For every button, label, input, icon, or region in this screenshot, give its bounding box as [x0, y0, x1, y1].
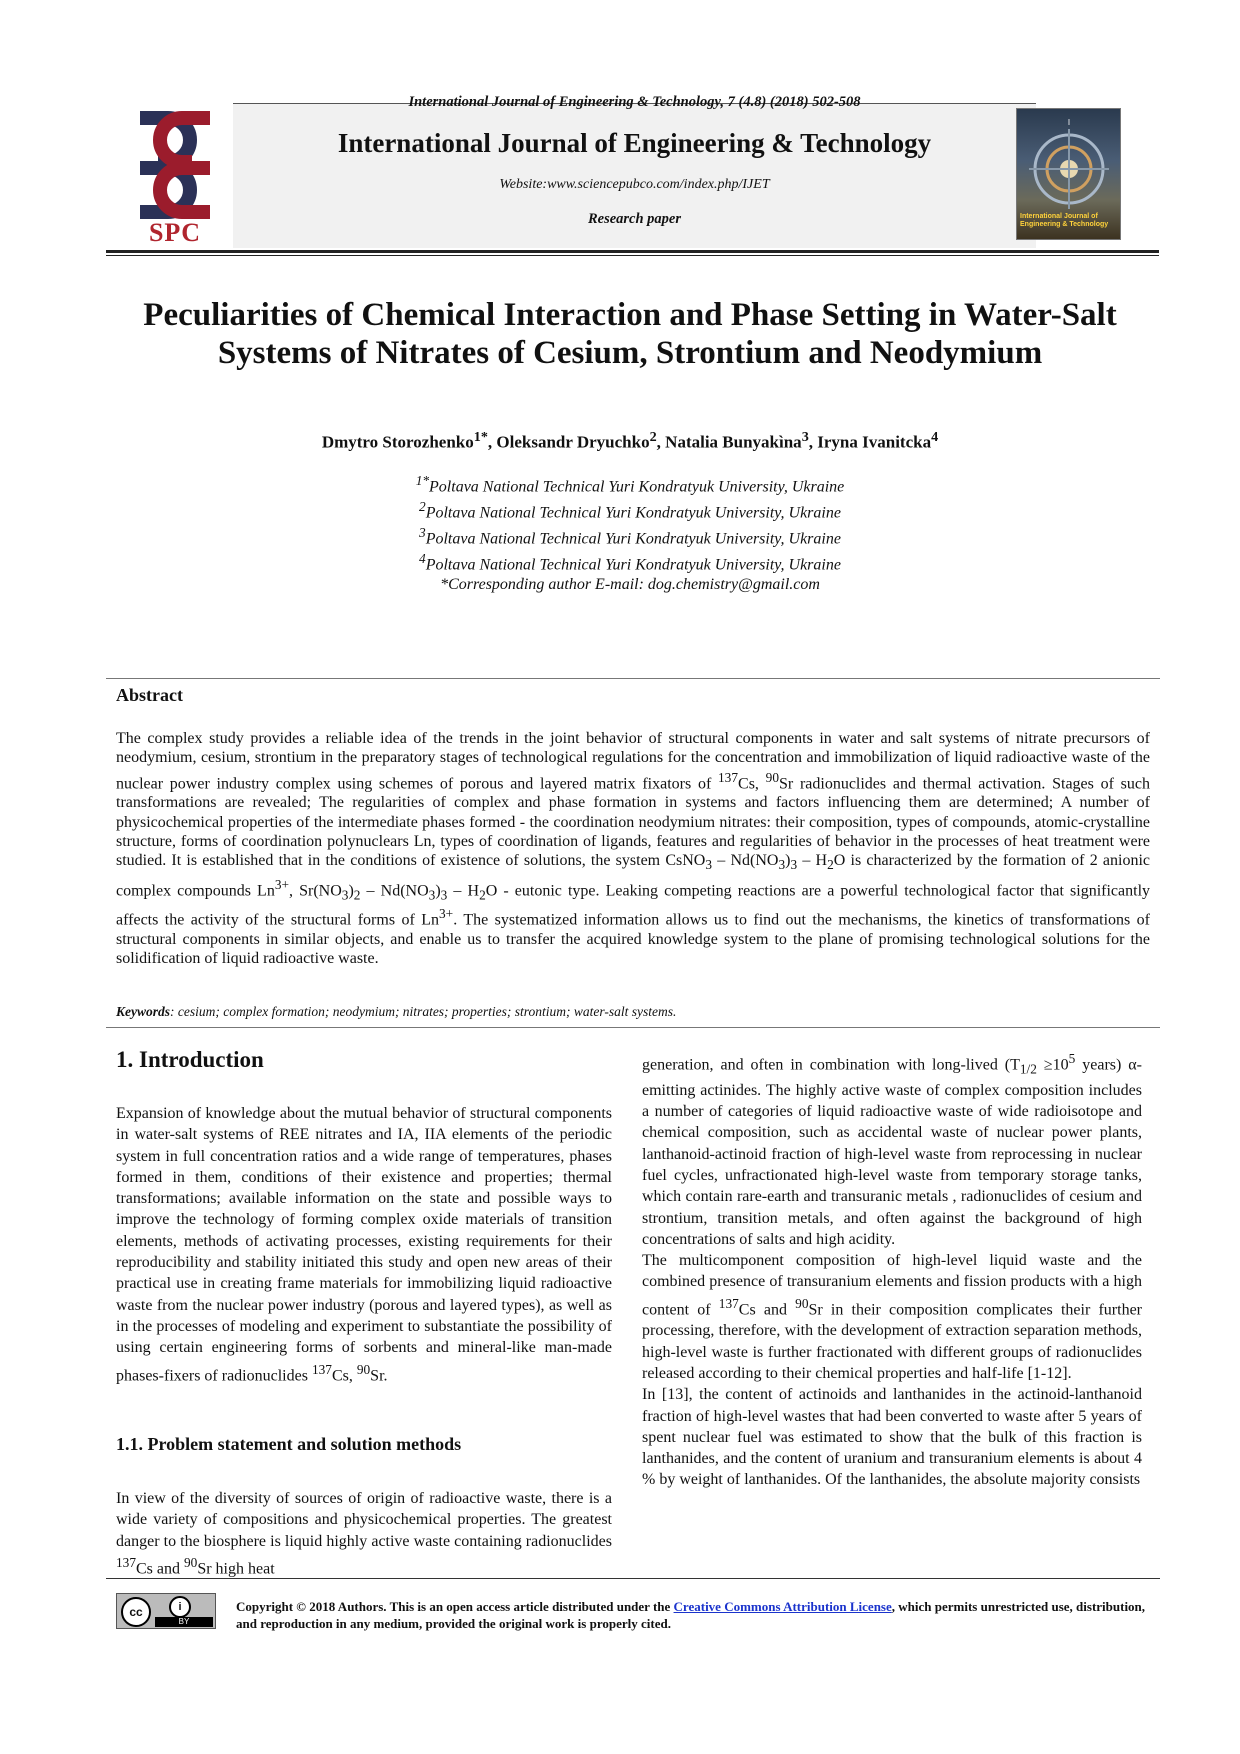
cover-title: International Journal of Engineering & Technology — [1020, 213, 1109, 228]
right-paragraph-2: The multicomponent composition of high-level liquid waste and the combined presence of transuranium elements and fission products with a high content of $^{137}$Cs and $^{90}$Sr in their composition complicates their further processing, therefore, with the development of extraction separation methods, high-level waste is further fractionated with different groups of radionuclides released according to their chemical properties and half-life [1-12]. — [642, 1252, 1142, 1382]
keywords-text: : cesium; complex formation; neodymium; nitrates; properties; strontium; water-salt systems. — [170, 1004, 677, 1019]
affiliation-mark: 2 — [419, 498, 426, 514]
creative-commons-icon: cc — [121, 1597, 151, 1627]
intro-paragraph: Expansion of knowledge about the mutual behavior of structural components in water-salt systems of REE nitrates and IA, IIA elements of the periodic system in full concentration ratios and a wide range of temperatures, phases formed in them, conditions of their existence and properties; thermal transformations; available information on the state and possible ways to improve the technology of forming complex oxide materials of transition elements, methods of activating processes, existing requirements for their reproducibility and stability initiated this study and open new areas of their practical use in creating frame materials for immobilizing liquid radioactive waste from the nuclear power industry (porous and layered types), as well as in the processes of modeling and experiment to substantiate the possibility of using certain engineering forms of sorbents and mineral-like man-made phases-fixers of radionuclides $^{137}$Cs, $^{90}$Sr. — [116, 1105, 612, 1384]
affiliation-mark: 1* — [415, 473, 430, 488]
author-list: Dmytro Storozhenko$^{1*}$, Oleksandr Dryuchko$^2$, Natalia Bunyakìna$^3$, Iryna Ivanitcka$^4$ — [321, 429, 939, 452]
journal-header — [106, 94, 1159, 256]
affiliation-item — [120, 471, 1140, 497]
section-heading-introduction: 1. Introduction — [116, 1047, 264, 1072]
copyright-notice: Copyright © 2018 Authors. This is an open access article distributed under the Creative Commons Attribution License, which permits unrestricted use, distribution, and reproduction in any medium, provided the original work is properly cited. — [236, 1599, 1146, 1631]
header-bottom-rule-thin — [106, 255, 1159, 256]
affiliation-text: Poltava National Technical Yuri Kondratyuk University, Ukraine — [429, 478, 845, 496]
author-affil-mark: 4 — [931, 429, 939, 445]
abstract-top-rule — [106, 678, 1160, 679]
license-link[interactable]: Creative Commons Attribution License — [673, 1599, 892, 1614]
affiliation-item — [120, 497, 1140, 523]
author-affil-mark: 3 — [801, 429, 809, 445]
right-paragraph-3: In [13], the content of actinoids and lanthanides in the actinoid-lanthanoid fraction of high-level wastes that had been converted to waste after 5 years of spent nuclear fuel was estimated to show that the bulk of this fraction is lanthanides, and the content of uranium and transuranium elements is about 4 % by weight of lanthanides. Of the lanthanides, the absolute majority consists — [642, 1386, 1142, 1489]
author-name: Natalia Bunyakìna — [665, 432, 802, 452]
right-paragraph-1: generation, and often in combination with long-lived ($T_{1/2} \ge 10^5$ years) α-emitting actinides. The highly active waste of complex composition includes a number of categories of liquid radioactive waste of wide radioisotope and chemical composition, such as accidental waste of nuclear power plants, lanthanoid-actinoid fraction of high-level waste from reprocessing in nuclear fuel cycles, unfractionated high-level waste from temporary storage tanks, which contain rare-earth and transuranic metals , radionuclides of cesium and strontium, transition metals, and often against the background of high concentrations of salts and high acidity. — [642, 1051, 1143, 1248]
paper-type: Research paper — [587, 211, 682, 227]
author-name: Iryna Ivanitcka — [817, 432, 932, 452]
affiliation-list — [120, 471, 1140, 594]
author-affil-mark: 1* — [473, 429, 488, 445]
problem-statement-paragraph: In view of the diversity of sources of origin of radioactive waste, there is a wide variety of compositions and physicochemical properties. The greatest danger to the biosphere is liquid highly active waste containing radionuclides $^{137}$Cs and $^{90}$Sr high heat — [116, 1490, 612, 1578]
journal-title: International Journal of Engineering & Technology — [337, 128, 932, 158]
right-column-text — [642, 1048, 1142, 1491]
keywords — [116, 1004, 1150, 1020]
journal-website[interactable]: Website:www.sciencepubco.com/index.php/IJET — [499, 177, 770, 192]
spc-logo-text: SPC — [148, 218, 202, 247]
keywords-bottom-rule — [106, 1027, 1160, 1028]
keywords-label: Keywords — [116, 1004, 170, 1019]
author-name: Dmytro Storozhenko — [321, 432, 474, 452]
journal-cover-image — [1016, 108, 1121, 240]
affiliation-item — [120, 549, 1140, 575]
header-bottom-rule-thick — [106, 250, 1159, 253]
author-affil-mark: 2 — [649, 429, 657, 445]
author-name: Oleksandr Dryuchko — [496, 432, 650, 452]
footer-rule — [106, 1578, 1160, 1579]
affiliation-mark: 3 — [419, 524, 426, 540]
section-heading-problem-statement: 1.1. Problem statement and solution methods — [116, 1434, 462, 1454]
abstract-heading: Abstract — [116, 685, 183, 705]
affiliation-mark: 4 — [419, 550, 426, 566]
affiliation-text: Poltava National Technical Yuri Kondratyuk University, Ukraine — [425, 504, 841, 522]
cc-by-license-badge[interactable] — [116, 1593, 216, 1629]
attribution-person-icon: i — [169, 1596, 191, 1618]
paper-title: Peculiarities of Chemical Interaction and Phase Setting in Water-Salt Systems of Nitrates of Cesium, Strontium and Neodymium — [143, 297, 1117, 371]
corresponding-author: *Corresponding author E-mail: dog.chemistry@gmail.com — [440, 575, 820, 593]
affiliation-item — [120, 523, 1140, 549]
affiliation-text: Poltava National Technical Yuri Kondratyuk University, Ukraine — [425, 530, 841, 548]
svg-text:I: I — [1067, 118, 1071, 127]
by-label: BY — [155, 1617, 213, 1627]
journal-citation: International Journal of Engineering & Technology, 7 (4.8) (2018) 502-508 — [408, 94, 861, 110]
affiliation-text: Poltava National Technical Yuri Kondratyuk University, Ukraine — [425, 556, 841, 574]
abstract-text: The complex study provides a reliable idea of the trends in the joint behavior of structural components in water and salt systems of nitrate precursors of neodymium, cesium, strontium in the preparatory stages of technological regulations for the concentration and immobilization of liquid radioactive waste of the nuclear power industry complex using schemes of porous and layered matrix fixators of $^{137}$Cs, $^{90}$Sr radionuclides and thermal activation. Stages of such transformations are revealed; The regularities of complex and phase formation in systems and factors influencing them are determined; A number of physicochemical properties of the intermediate phases formed - the coordination neodymium nitrates: their composition, types of compounds, atomic-crystalline structure, forms of coordination polynuclears Ln, types of coordination of ligands, features and regularities of behavior in the processes of heat treatment were studied. It is established that in the conditions of existence of solutions, the system CsNO$_3$ – $Nd(NO_3)_3 - H_2O$ is characterized by the formation of 2 anionic complex compounds $Ln^{3+}$, $Sr(NO_3)_2 - Nd(NO_3)_3 - H_2O$ - eutonic type. Leaking competing reactions are a powerful technological factor that significantly affects the activity of the structural forms of $Ln^{3+}$. The systematized information allows us to find out the mechanisms, the kinetics of transformations of structural components in similar objects, and enable us to transfer the acquired knowledge system to the plane of promising technological solutions for the solidification of liquid radioactive waste. — [116, 730, 1151, 968]
